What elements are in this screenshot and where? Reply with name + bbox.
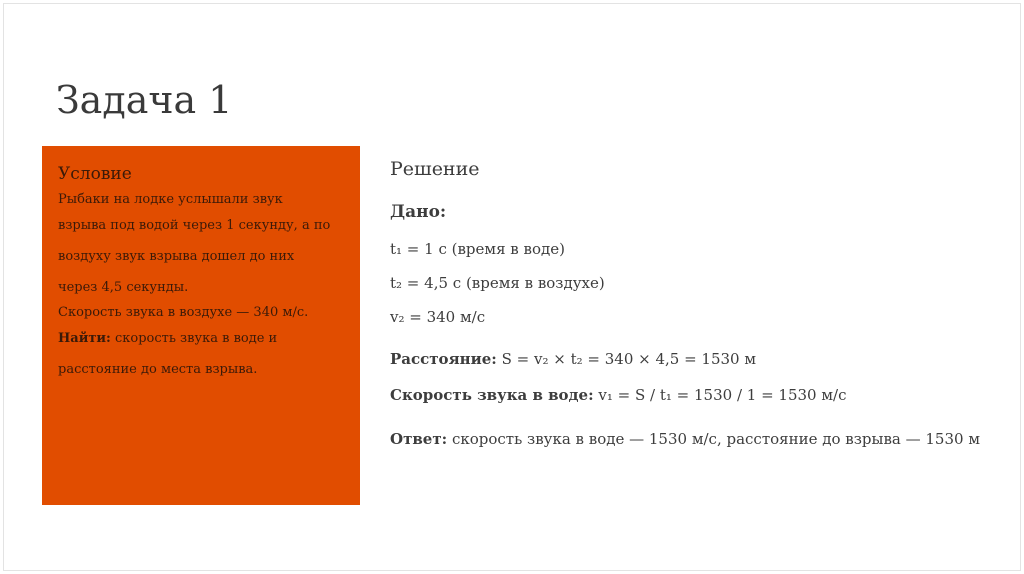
solution-panel <box>390 158 1000 448</box>
given-item-t2: t₂ = 4,5 с (время в воздухе) <box>390 274 605 292</box>
solution-heading: Решение <box>390 158 480 180</box>
given-item-t1: t₁ = 1 с (время в воде) <box>390 240 565 258</box>
condition-box <box>42 146 360 505</box>
answer-text: скорость звука в воде — 1530 м/с, расстояние до взрыва — 1530 м <box>447 430 981 448</box>
slide-title: Задача 1 <box>56 78 233 122</box>
speed-formula: v₁ = S / t₁ = 1530 / 1 = 1530 м/с <box>593 386 847 404</box>
distance-formula: S = v₂ × t₂ = 340 × 4,5 = 1530 м <box>496 350 757 368</box>
find-line-1 <box>58 323 344 354</box>
find-text-1: скорость звука в воде и <box>110 331 278 346</box>
answer-line <box>390 430 1000 448</box>
given-label: Дано: <box>390 202 447 222</box>
answer-label: Ответ: <box>390 430 448 448</box>
speed-line <box>390 386 1000 404</box>
speed-label: Скорость звука в воде: <box>390 386 594 404</box>
given-list <box>390 232 1000 334</box>
find-line-2: расстояние до места взрыва. <box>58 362 258 377</box>
given-item-v2: v₂ = 340 м/с <box>390 308 486 326</box>
distance-label: Расстояние: <box>390 350 497 368</box>
condition-line-2: взрыва под водой через 1 секунду, а по <box>58 218 331 233</box>
condition-heading: Условие <box>58 164 132 184</box>
condition-line-1: Рыбаки на лодке услышали звук <box>58 192 283 207</box>
find-label: Найти: <box>58 331 111 346</box>
distance-line <box>390 350 1000 368</box>
condition-line-4: через 4,5 секунды. <box>58 280 189 295</box>
condition-line-5: Скорость звука в воздухе — 340 м/с. <box>58 305 309 320</box>
condition-text <box>58 190 344 385</box>
condition-line-3: воздуху звук взрыва дошел до них <box>58 249 295 264</box>
